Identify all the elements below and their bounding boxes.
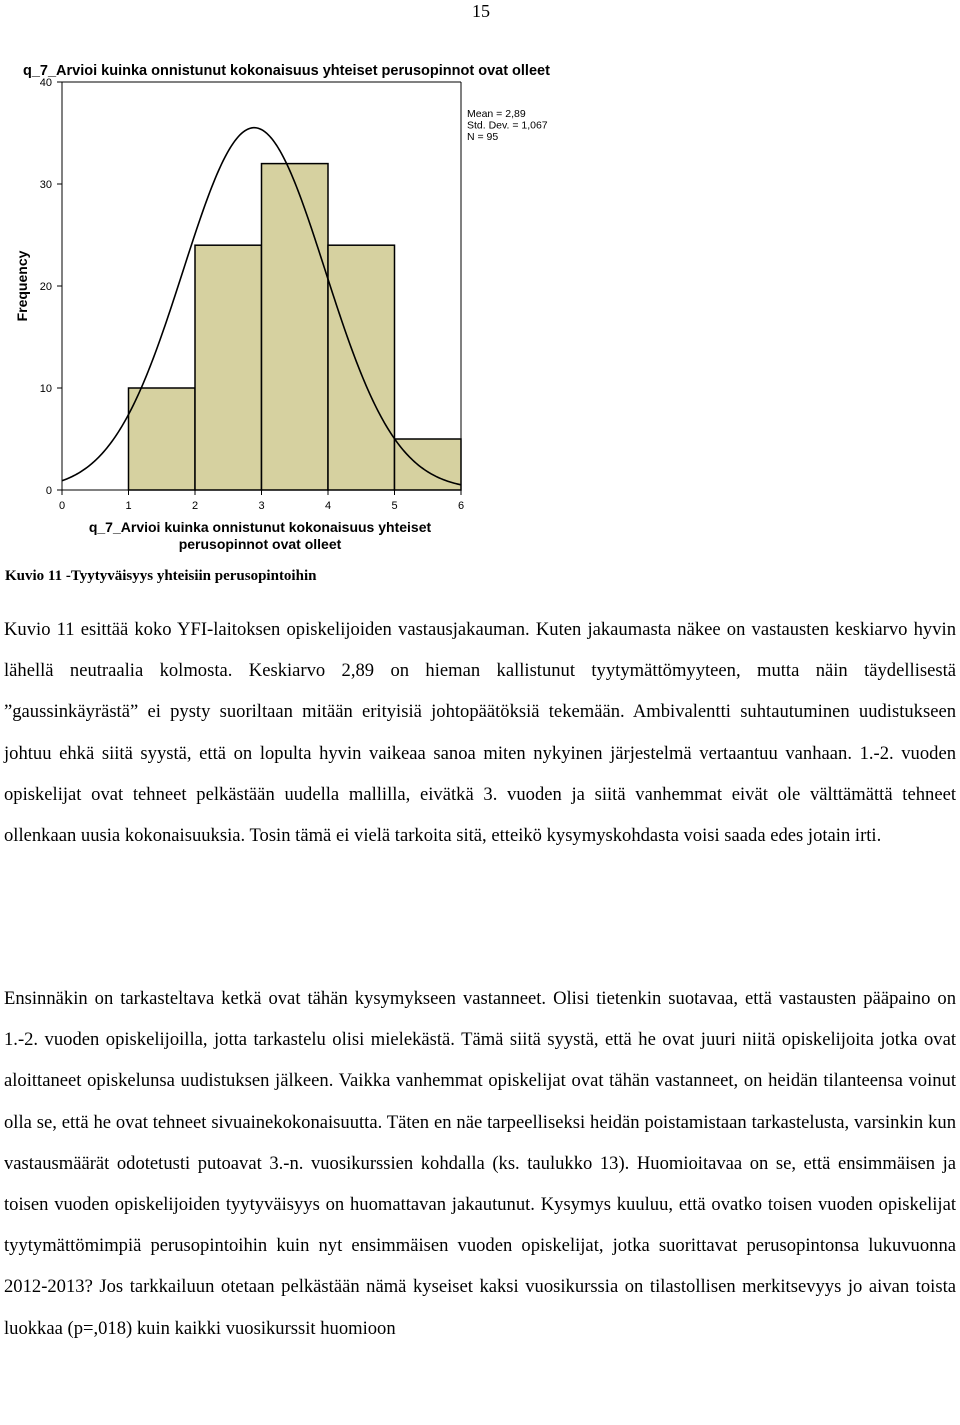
histogram-bar-3 bbox=[262, 164, 329, 490]
histogram-bar-2 bbox=[195, 245, 262, 490]
histogram-figure bbox=[0, 58, 610, 558]
stats-line-2: Std. Dev. = 1,067 bbox=[467, 119, 548, 132]
x-tick-label-2: 2 bbox=[191, 500, 199, 512]
y-tick-label-40: 40 bbox=[39, 77, 52, 89]
paragraph-2 bbox=[4, 978, 956, 1349]
page-number: 15 bbox=[472, 1, 490, 21]
y-tick-label-30: 30 bbox=[39, 179, 52, 191]
paragraph-1 bbox=[4, 609, 956, 856]
y-axis-label: Frequency bbox=[14, 250, 30, 322]
x-tick-label-1: 1 bbox=[125, 500, 132, 512]
histogram-chart bbox=[0, 58, 610, 558]
x-tick-label-4: 4 bbox=[324, 500, 332, 512]
x-axis-label-line-1: q_7_Arvioi kuinka onnistunut kokonaisuus yhteiset bbox=[88, 519, 432, 535]
stats-line-3: N = 95 bbox=[467, 131, 499, 143]
paragraph-1-text: Kuvio 11 esittää koko YFI-laitoksen opiskelijoiden vastausjakauman. Kuten jakaumasta näkee on vastausten keskiarvo hyvin lähellä neutraalia kolmosta. Keskiarvo 2,89 on hieman kallistunut tyytymättömyyteen, mutta näin täydellisestä ”gaussinkäyrästä” ei pysty suoriltaan mitään erityisiä johtopäätöksiä tekemään. Ambivalentti suhtautuminen uudistukseen johtuu ehkä siitä syystä, että on lopulta hyvin vaikeaa sanoa miten nykyinen järjestelmä vertaantuu vanhaan. 1.-2. vuoden opiskelijat ovat tehneet pelkästään uudella mallilla, eivätkä 3. vuoden ja siitä vanhemmat eivät ole välttämättä tehneet ollenkaan uusia kokonaisuuksia. Tosin tämä ei vielä tarkoita sitä, etteikö kysymyskohdasta voisi saada edes jotain irti. bbox=[4, 619, 956, 847]
histogram-bar-1 bbox=[129, 388, 196, 490]
y-tick-label-10: 10 bbox=[39, 383, 52, 395]
y-tick-label-20: 20 bbox=[39, 281, 52, 293]
x-tick-label-0: 0 bbox=[58, 500, 66, 512]
stats-line-1: Mean = 2,89 bbox=[467, 108, 526, 120]
figure-caption: Kuvio 11 -Tyytyväisyys yhteisiin perusopintoihin bbox=[5, 568, 317, 584]
y-tick-label-0: 0 bbox=[45, 485, 52, 497]
x-axis-label-line-2: perusopinnot ovat olleet bbox=[178, 536, 342, 552]
x-tick-label-3: 3 bbox=[258, 500, 265, 512]
chart-title: q_7_Arvioi kuinka onnistunut kokonaisuus yhteiset perusopinnot ovat olleet bbox=[23, 63, 550, 79]
x-tick-label-5: 5 bbox=[391, 500, 398, 512]
histogram-bar-4 bbox=[328, 245, 395, 490]
x-tick-label-6: 6 bbox=[457, 500, 465, 512]
paragraph-2-text: Ensinnäkin on tarkasteltava ketkä ovat tähän kysymykseen vastanneet. Olisi tietenkin suotavaa, että vastausten pääpaino on 1.-2. vuoden opiskelijoilla, jotta tarkastelu olisi mielekästä. Tämä siitä syystä, että he ovat juuri niitä opiskelijoita jotka ovat aloittaneet opiskelunsa uudistuksen jälkeen. Vaikka vanhemmat opiskelijat ovat tähän vastanneet, on heidän tilanteensa voinut olla se, että he ovat tehneet sivuainekokonaisuutta. Täten en näe tarpeelliseksi heidän poistamistaan tarkastelusta, varsinkin kun vastausmäärät odotetusti putoavat 3.-n. vuosikurssien kohdalla (ks. taulukko 13). Huomioitavaa on se, että ensimmäisen ja toisen vuoden opiskelijoiden tyytyväisyys on huomattavan jakautunut. Kysymys kuuluu, että ovatko toisen vuoden opiskelijat tyytymättömimpiä perusopintoihin kuin nyt ensimmäisen vuoden opiskelijat, jotka suorittavat perusopintonsa lukuvuonna 2012-2013? Jos tarkkailuun otetaan pelkästään nämä kyseiset kaksi vuosikurssia on tilastollisen merkitsevyys jo aivan toista luokkaa (p=,018) kuin kaikki vuosikurssit huomioon bbox=[4, 988, 956, 1339]
